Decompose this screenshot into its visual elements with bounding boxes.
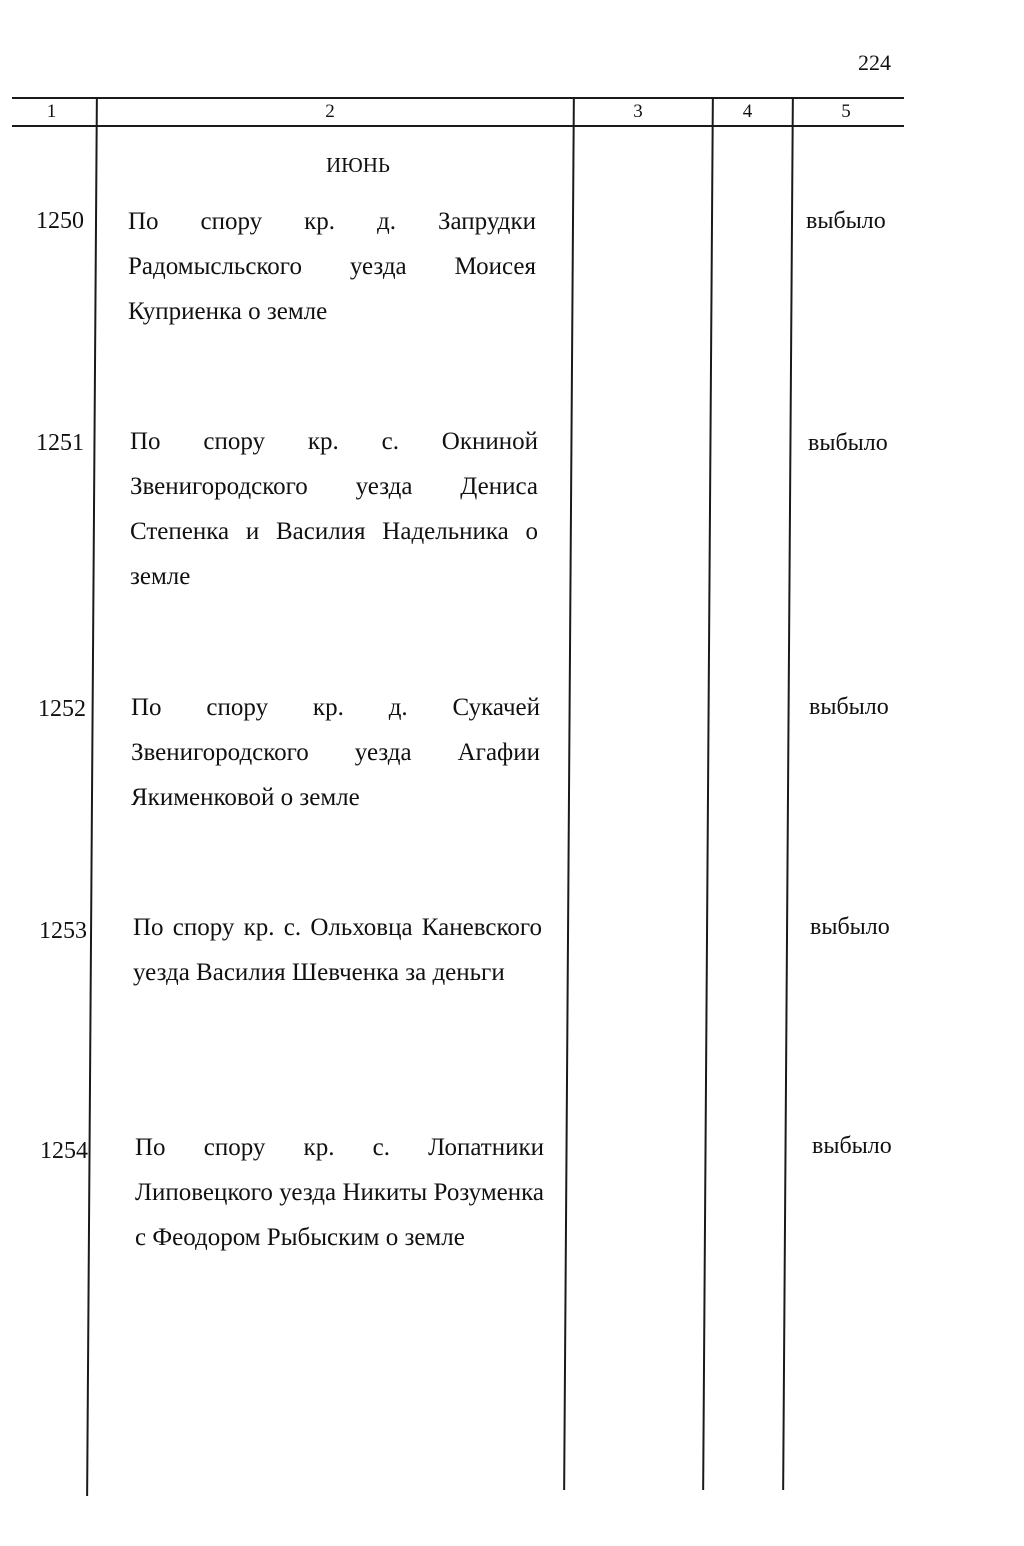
entry-number: 1251 — [36, 430, 84, 456]
entry-number: 1253 — [39, 918, 87, 944]
entry-number: 1250 — [36, 208, 84, 234]
entry-description: По спору кр. с. Окниной Звенигородского уезда Дениса Степенка и Василия Надельника о земле — [130, 428, 538, 590]
column-header-3: 3 — [633, 101, 643, 122]
entry-description: По спору кр. с. Лопатники Липовецкого уезда Никиты Розуменка с Феодором Рыбыским о земле — [135, 1134, 544, 1251]
column-divider-4-5 — [782, 98, 793, 1490]
entry-status: выбыло — [806, 208, 886, 234]
entry-status: выбыло — [812, 1133, 892, 1159]
entry-number: 1254 — [40, 1138, 88, 1164]
page-number: 224 — [858, 50, 891, 75]
column-header-1: 1 — [46, 101, 57, 122]
entry-description: По спору кр. с. Ольховца Каневского уезда Василия Шевченка за деньги — [133, 914, 542, 986]
column-header-4: 4 — [742, 101, 753, 122]
column-divider-1-2 — [86, 98, 97, 1496]
column-header-2: 2 — [325, 101, 335, 122]
column-divider-3-4 — [702, 98, 713, 1490]
entry-description: По спору кр. д. Запрудки Радомысльского уезда Моисея Куприенка о земле — [128, 208, 536, 325]
entry-number: 1252 — [38, 696, 86, 722]
entry-status: выбыло — [808, 430, 888, 456]
entry-description: По спору кр. д. Сукачей Звенигородского уезда Агафии Якименковой о земле — [131, 694, 540, 811]
table-header-bottom-rule — [12, 125, 904, 127]
column-divider-2-3 — [563, 98, 574, 1490]
column-header-5: 5 — [841, 101, 851, 122]
section-title-month: ИЮНЬ — [326, 153, 390, 177]
entry-status: выбыло — [810, 914, 890, 940]
entry-status: выбыло — [809, 694, 889, 720]
table-top-rule — [12, 97, 904, 99]
